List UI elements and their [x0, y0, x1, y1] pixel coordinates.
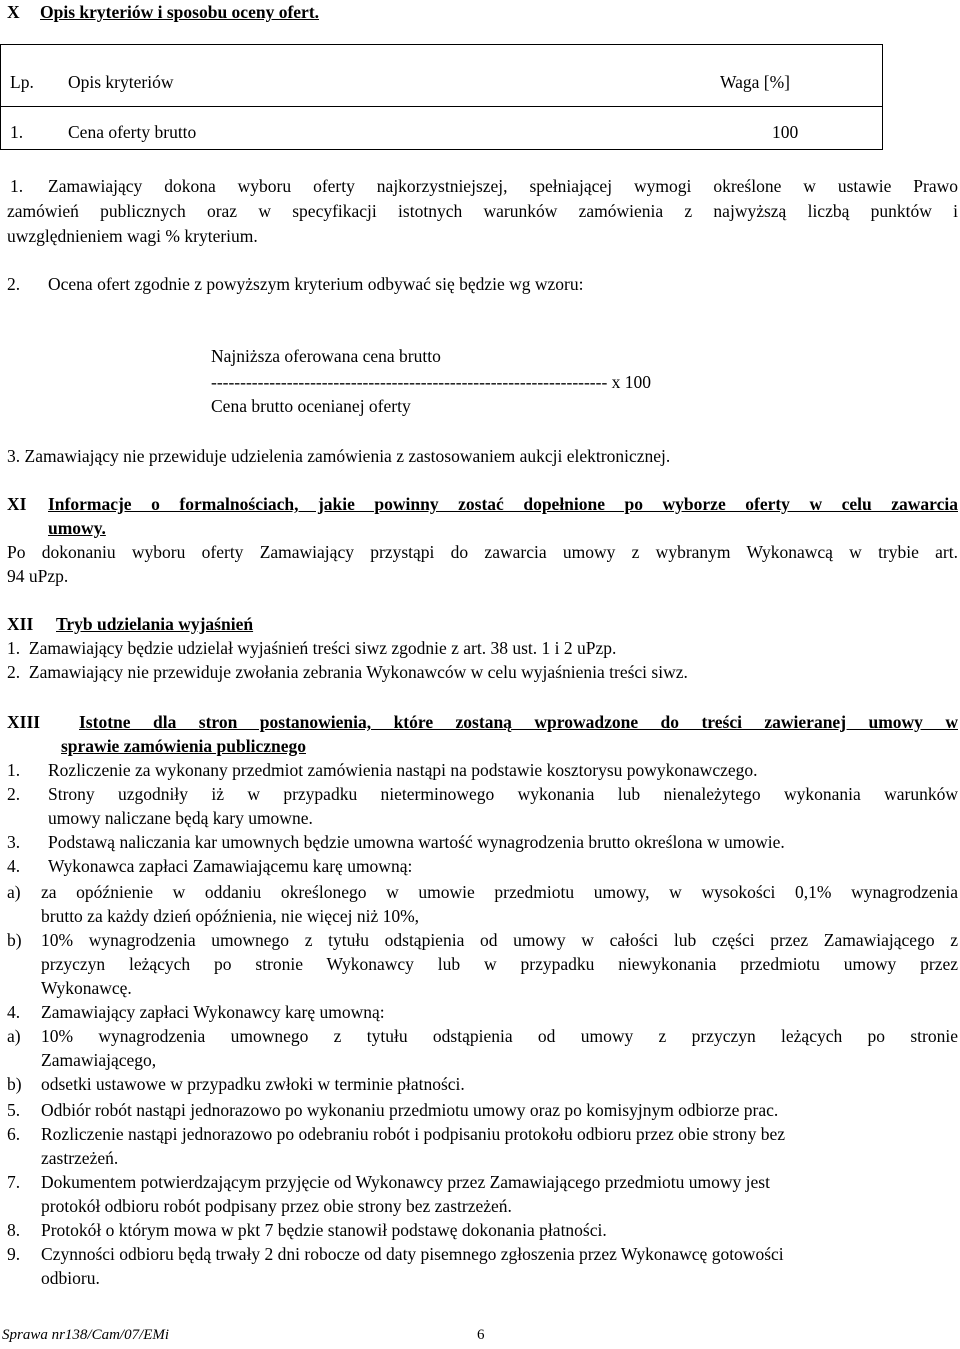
item-9-text-line-2: odbioru.	[41, 1268, 100, 1288]
table-header-criteria: Opis kryteriów	[68, 72, 174, 92]
item-4-number: 4.	[7, 856, 21, 876]
item-5-number: 5.	[7, 1100, 21, 1120]
item-6-number: 6.	[7, 1124, 21, 1144]
paragraph-1-number: 1.	[10, 176, 24, 196]
section-x-title: Opis kryteriów i sposobu oceny ofert.	[40, 2, 320, 22]
paragraph-1-line-3: uwzględnieniem wagi % kryterium.	[7, 226, 258, 246]
section-xii-title: Tryb udzielania wyjaśnień	[56, 614, 254, 634]
section-xi-title-line-2: umowy.	[48, 518, 106, 538]
item-6-text-line-1: Rozliczenie nastąpi jednorazowo po odebraniu robót i podpisaniu protokołu odbioru przez obie strony bez	[41, 1124, 786, 1144]
paragraph-1-line-2: zamówień publicznych oraz w specyfikacji istotnych warunków zamówienia z najwyższą liczbą punktów i	[7, 201, 958, 221]
item-4-bis-a-label: a)	[7, 1026, 21, 1046]
item-5-text: Odbiór robót nastąpi jednorazowo po wykonaniu przedmiotu umowy oraz po komisyjnym odbiorze prac.	[41, 1100, 779, 1120]
item-4-bis-a-text-line-2: Zamawiającego,	[41, 1050, 157, 1070]
item-1-text: Rozliczenie za wykonany przedmiot zamówienia nastąpi na podstawie kosztorysu powykonawczego.	[48, 760, 758, 780]
table-header-lp: Lp.	[10, 72, 34, 92]
section-xii-item-2: 2. Zamawiający nie przewiduje zwołania zebrania Wykonawców w celu wyjaśnienia treści siwz.	[7, 662, 688, 682]
item-1-number: 1.	[7, 760, 21, 780]
section-xii-item-1: 1. Zamawiający będzie udzielał wyjaśnień treści siwz zgodnie z art. 38 ust. 1 i 2 uPzp.	[7, 638, 617, 658]
item-8-number: 8.	[7, 1220, 21, 1240]
item-4a-text-line-2: brutto za każdy dzień opóźnienia, nie więcej niż 10%,	[41, 906, 420, 926]
section-xi-body-line-1: Po dokonaniu wyboru oferty Zamawiający przystąpi do zawarcia umowy z wybranym Wykonawcą w trybie art.	[7, 542, 958, 562]
item-4-bis-number: 4.	[7, 1002, 21, 1022]
section-xiii-title-line-2: sprawie zamówienia publicznego	[61, 736, 306, 756]
item-3-text: Podstawą naliczania kar umownych będzie umowna wartość wynagrodzenia brutto określona w umowie.	[48, 832, 785, 852]
paragraph-2-number: 2.	[7, 274, 21, 294]
paragraph-1-line-1: Zamawiający dokona wyboru oferty najkorzystniejszej, spełniającej wymogi określone w ustawie Prawo	[48, 176, 958, 196]
item-2-number: 2.	[7, 784, 21, 804]
item-9-number: 9.	[7, 1244, 21, 1264]
section-xiii-title-line-1: Istotne dla stron postanowienia, które zostaną wprowadzone do treści zawieranej umowy w	[79, 712, 958, 732]
item-7-text-line-2: protokół odbioru robót podpisany przez obie strony bez zastrzeżeń.	[41, 1196, 512, 1216]
item-4b-label: b)	[7, 930, 22, 950]
item-3-number: 3.	[7, 832, 21, 852]
item-4-text: Wykonawca zapłaci Zamawiającemu karę umowną:	[48, 856, 413, 876]
section-xiii-number: XIII	[7, 712, 41, 732]
table-cell-weight: 100	[772, 122, 799, 142]
item-2-text-line-1: Strony uzgodniły iż w przypadku nieterminowego wykonania lub nienależytego wykonania warunków	[48, 784, 958, 804]
section-xii-number: XII	[7, 614, 34, 634]
item-4a-text-line-1: za opóźnienie w oddaniu określonego w umowie przedmiotu umowy, w wysokości 0,1% wynagrodzenia	[41, 882, 958, 902]
item-6-text-line-2: zastrzeżeń.	[41, 1148, 119, 1168]
section-x-number: X	[7, 2, 20, 22]
table-row-divider	[1, 106, 882, 107]
item-4-bis-b-text: odsetki ustawowe w przypadku zwłoki w terminie płatności.	[41, 1074, 465, 1094]
item-8-text: Protokół o którym mowa w pkt 7 będzie stanowił podstawę dokonania płatności.	[41, 1220, 607, 1240]
item-4b-text-line-3: Wykonawcę.	[41, 978, 132, 998]
item-4-bis-b-label: b)	[7, 1074, 22, 1094]
item-4-bis-text: Zamawiający zapłaci Wykonawcy karę umowną:	[41, 1002, 385, 1022]
table-cell-lp: 1.	[10, 122, 24, 142]
item-4a-label: a)	[7, 882, 21, 902]
item-4b-text-line-2: przyczyn leżących po stronie Wykonawcy lub w przypadku niewykonania przedmiotu umowy przez	[41, 954, 958, 974]
item-7-number: 7.	[7, 1172, 21, 1192]
table-cell-criteria: Cena oferty brutto	[68, 122, 197, 142]
formula-denominator: Cena brutto ocenianej oferty	[211, 396, 411, 416]
item-2-text-line-2: umowy naliczane będą kary umowne.	[48, 808, 313, 828]
section-xi-body-line-2: 94 uPzp.	[7, 566, 69, 586]
formula-numerator: Najniższa oferowana cena brutto	[211, 346, 441, 366]
formula-fraction-line: -------------------------------------------------------------------- x 100	[211, 372, 652, 392]
footer-case-reference: Sprawa nr138/Cam/07/EMi	[2, 1327, 170, 1343]
paragraph-3: 3. Zamawiający nie przewiduje udzielenia zamówienia z zastosowaniem aukcji elektronicznej.	[7, 446, 671, 466]
table-header-weight: Waga [%]	[720, 72, 791, 92]
item-4b-text-line-1: 10% wynagrodzenia umownego z tytułu odstąpienia od umowy w całości lub części przez Zamawiającego z	[41, 930, 958, 950]
item-7-text-line-1: Dokumentem potwierdzającym przyjęcie od Wykonawcy przez Zamawiającego przedmiotu umowy jest	[41, 1172, 770, 1192]
section-xi-number: XI	[7, 494, 27, 514]
item-9-text-line-1: Czynności odbioru będą trwały 2 dni robocze od daty pisemnego zgłoszenia przez Wykonawcę gotowości	[41, 1244, 784, 1264]
paragraph-2-text: Ocena ofert zgodnie z powyższym kryterium odbywać się będzie wg wzoru:	[48, 274, 584, 294]
footer-page-number: 6	[477, 1327, 485, 1343]
section-xi-title-line-1: Informacje o formalnościach, jakie powinny zostać dopełnione po wyborze oferty w celu zawarcia	[48, 494, 958, 514]
item-4-bis-a-text-line-1: 10% wynagrodzenia umownego z tytułu odstąpienia od umowy z przyczyn leżących po stronie	[41, 1026, 958, 1046]
